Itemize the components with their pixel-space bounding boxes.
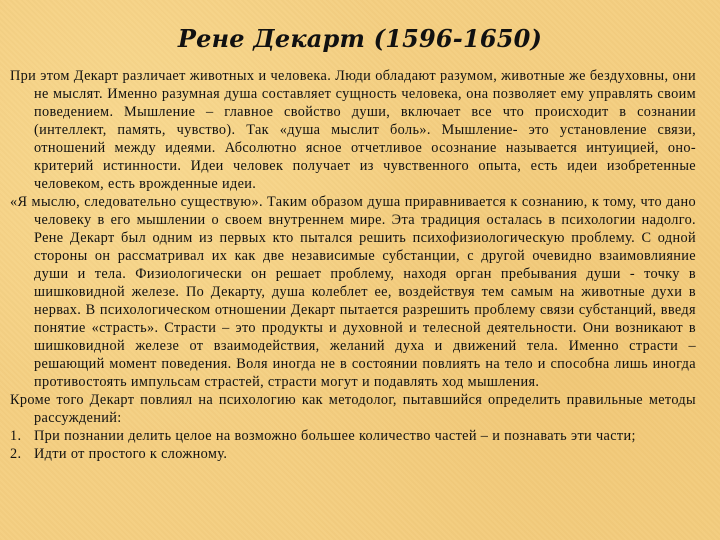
slide-body [10, 67, 696, 463]
list-text: При познании делить целое на возможно большее количество частей – и познавать эти части; [34, 428, 636, 444]
list-item [10, 445, 696, 463]
list-number: 1. [10, 428, 22, 444]
paragraph-methodology: Кроме того Декарт повлиял на психологию как методолог, пытавшийся определить правильные методы рассуждений: [10, 392, 696, 426]
list-number: 2. [10, 446, 22, 462]
list-text: Идти от простого к сложному. [34, 446, 228, 462]
paragraph-cogito: «Я мыслю, следовательно существую». Таким образом душа приравнивается к сознанию, к тому, что дано человеку в его мышлении о своем внутреннем мире. Эта традиция осталась в психологии надолго. Рене Декарт был одним из первых кто пытался решить психофизиологическую проблему. С одной стороны он рассматривал их как две независимые субстанции, с другой очевидно взаимовлияние души и тела. Физиологически он решает проблему, находя орган пребывания души - точку в шишковидной железе. По Декарту, душа колеблет ее, воздействуя тем самым на животные духи в нервах. В психологическом отношении Декарт пытается разрешить проблему связи субстанций, введя понятие «страсть». Страсти – это продукты и духовной и телесной деятельности. Они возникают в шишковидной железе от взаимодействия, желаний духа и движений тела. Именно страсти – решающий момент поведения. Воля иногда не в состоянии повлиять на тело и способна лишь иногда противостоять импульсам страстей, страсти могут и подавлять ход мышления. [10, 194, 696, 390]
paragraph-animals-vs-humans: При этом Декарт различает животных и человека. Люди обладают разумом, животные же бездуховны, они не мыслят. Именно разумная душа составляет сущность человека, она позволяет ему управлять своим поведением. Мышление – главное свойство души, включает все что происходит в сознании (интеллект, память, чувство). Так «душа мыслит боль». Мышление- это установление связи, отношений между идеями. Абсолютно ясное отчетливое осознание называется интуицией, оно-критерий истинности. Идеи человек получает из чувственного опыта, есть идеи изобретенные человеком, есть врожденные идеи. [10, 68, 696, 192]
list-item [10, 427, 696, 445]
slide-title: Рене Декарт (1596-1650) [177, 24, 543, 53]
